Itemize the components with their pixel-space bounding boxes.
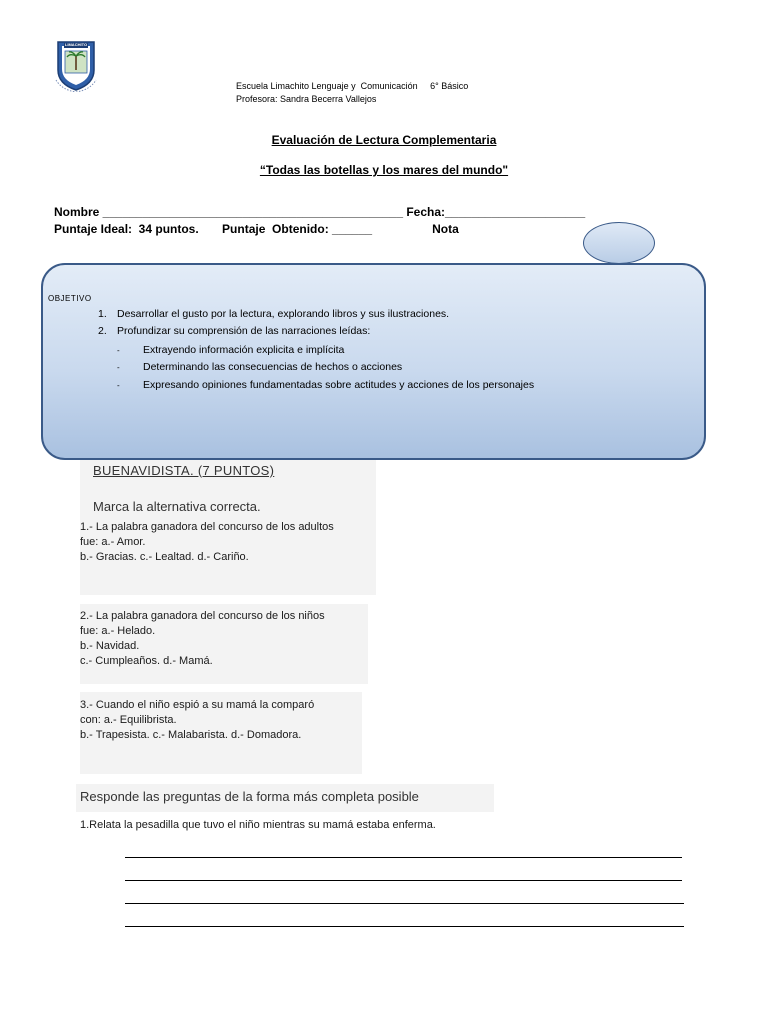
question-line[interactable]: b.- Navidad. [80, 640, 140, 652]
logo-text: LIMACHITO [64, 42, 88, 47]
section2-heading: Responde las preguntas de la forma más completa posible [80, 789, 419, 804]
teacher-name: Profesora: Sandra Becerra Vallejos [236, 94, 377, 104]
page-title: Evaluación de Lectura Complementaria [271, 133, 497, 147]
question-line[interactable]: fue: a.- Amor. [80, 536, 146, 548]
bullet: - [117, 363, 120, 372]
objective-item-2 [98, 324, 370, 338]
answer-line[interactable] [125, 903, 684, 904]
book-title: “Todas las botellas y los mares del mundo" [259, 163, 509, 177]
question-line: 3.- Cuando el niño espió a su mamá la comparó [80, 699, 315, 711]
answer-line[interactable] [125, 926, 684, 927]
section1-heading: BUENAVIDISTA. (7 PUNTOS) [93, 463, 275, 478]
question-line[interactable]: c.- Cumpleaños. d.- Mamá. [80, 655, 213, 667]
question-line[interactable]: con: a.- Equilibrista. [80, 714, 177, 726]
question-3 [80, 698, 314, 743]
answer-line[interactable] [125, 857, 682, 858]
grade-oval[interactable] [583, 222, 655, 264]
question-1 [80, 520, 334, 565]
subitem-text: Expresando opiniones fundamentadas sobre actitudes y acciones de los personajes [143, 379, 535, 391]
answer-line[interactable] [125, 880, 682, 881]
objective-text: Profundizar su comprensión de las narraciones leídas: [117, 325, 371, 337]
question-line: 2.- La palabra ganadora del concurso de los niños [80, 610, 325, 622]
score-line[interactable]: Puntaje Ideal: 34 puntos. Puntaje Obtenido: ______ Nota [54, 222, 459, 236]
objective-number: 2. [98, 325, 107, 337]
crest-ring [56, 42, 96, 92]
objective-number: 1. [98, 308, 107, 320]
subitem-text: Extrayendo información explicita e implícita [143, 344, 345, 356]
objective-label: OBJETIVO [48, 294, 92, 303]
objective-item-1 [98, 307, 449, 321]
objective-subitem-3 [117, 378, 534, 393]
name-date-line[interactable]: Nombre _____________________________________________ Fecha:_____________________ [54, 205, 586, 219]
bullet: - [117, 381, 120, 390]
question-line[interactable]: fue: a.- Helado. [80, 625, 156, 637]
section1-instruction: Marca la alternativa correcta. [93, 499, 261, 514]
question-line[interactable]: b.- Gracias. c.- Lealtad. d.- Cariño. [80, 551, 249, 563]
bullet: - [117, 346, 120, 355]
school-header: Escuela Limachito Lenguaje y Comunicación 6° Básico [236, 81, 469, 91]
question-line[interactable]: b.- Trapesista. c.- Malabarista. d.- Domadora. [80, 729, 302, 741]
question-line: 1.- La palabra ganadora del concurso de los adultos [80, 521, 334, 533]
subitem-text: Determinando las consecuencias de hechos o acciones [143, 361, 403, 373]
open-question-1: 1.Relata la pesadilla que tuvo el niño mientras su mamá estaba enferma. [80, 819, 436, 831]
objective-subitem-2 [117, 360, 402, 375]
objective-text: Desarrollar el gusto por la lectura, explorando libros y sus ilustraciones. [117, 308, 450, 320]
question-2 [80, 609, 325, 669]
objective-subitem-1 [117, 343, 344, 358]
